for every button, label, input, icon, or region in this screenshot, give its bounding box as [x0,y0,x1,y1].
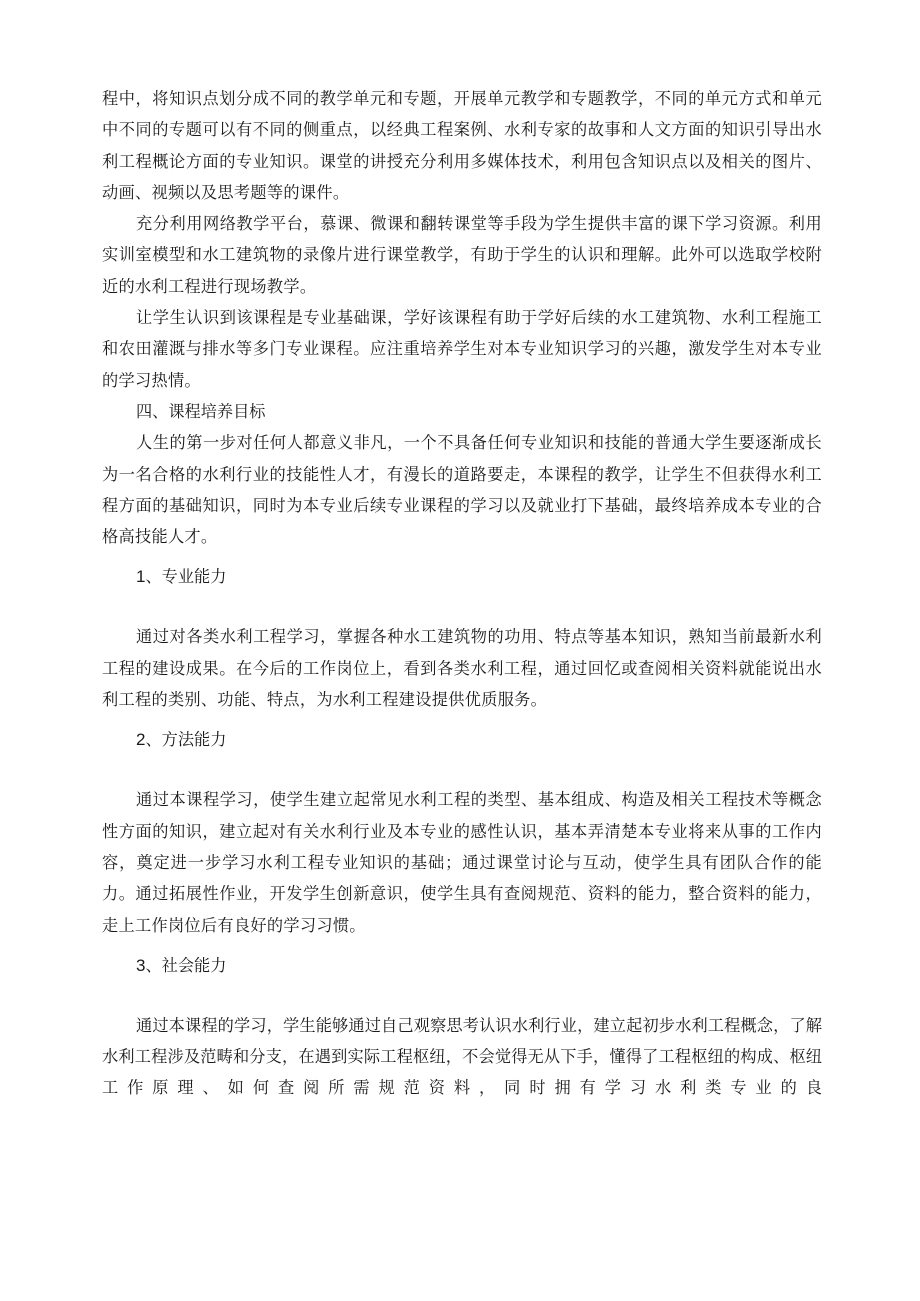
paragraph-method-ability: 通过本课程学习，使学生建立起常见水利工程的类型、基本组成、构造及相关工程技术等概念性方面的知识，建立起对有关水利行业及本专业的感性认识，基本弄清楚本专业将来从事的工作内容，奠定进一步学习水利工程专业知识的基础；通过课堂讨论与互动，使学生具有团队合作的能力。通过拓展性作业，开发学生创新意识，使学生具有查阅规范、资料的能力，整合资料的能力，走上工作岗位后有良好的学习习惯。 [102,790,822,935]
subheading-number: 1 [136,567,146,587]
section-heading-course-objectives: 四、课程培养目标 [136,401,266,421]
paragraph-objectives-intro: 人生的第一步对任何人都意义非凡，一个不具备任何专业知识和技能的普通大学生要逐渐成长为一名合格的水利行业的技能性人才，有漫长的道路要走，本课程的教学，让学生不但获得水利工程方面的基础知识，同时为本专业后续专业课程的学习以及就业打下基础，最终培养成本专业的合格高技能人才。 [102,433,822,547]
paragraph-course-importance: 让学生认识到该课程是专业基础课，学好该课程有助于学好后续的水工建筑物、水利工程施工和农田灌溉与排水等多门专业课程。应注重培养学生对本专业知识学习的兴趣，激发学生对本专业的学习热情。 [102,308,822,390]
subheading-social-ability [102,949,822,1010]
document-page [102,83,822,1104]
subheading-number: 3 [136,955,146,975]
paragraph-online-resources: 充分利用网络教学平台，慕课、微课和翻转课堂等手段为学生提供丰富的课下学习资源。利用实训室模型和水工建筑物的录像片进行课堂教学，有助于学生的认识和理解。此外可以选取学校附近的水利工程进行现场教学。 [102,214,822,296]
subheading-text: 、专业能力 [145,567,227,587]
subheading-text: 、方法能力 [145,730,227,750]
paragraph-teaching-method-cont: 程中，将知识点划分成不同的教学单元和专题，开展单元教学和专题教学，不同的单元方式和单元中不同的专题可以有不同的侧重点，以经典工程案例、水利专家的故事和人文方面的知识引导出水利工程概论方面的专业知识。课堂的讲授充分利用多媒体技术，利用包含知识点以及相关的图片、动画、视频以及思考题等的课件。 [102,89,822,202]
paragraph-professional-ability: 通过对各类水利工程学习，掌握各种水工建筑物的功用、特点等基本知识，熟知当前最新水利工程的建设成果。在今后的工作岗位上，看到各类水利工程，通过回忆或查阅相关资料就能说出水利工程的类别、功能、特点，为水利工程建设提供优质服务。 [102,627,822,710]
subheading-text: 、社会能力 [145,955,227,975]
subheading-professional-ability [102,560,822,621]
subheading-method-ability [102,723,822,784]
paragraph-social-ability: 通过本课程的学习，学生能够通过自己观察思考认识水利行业，建立起初步水利工程概念，了解水利工程涉及范畴和分支，在遇到实际工程枢纽，不会觉得无从下手，懂得了工程枢纽的构成、枢纽工作原理、如何查阅所需规范资料，同时拥有学习水利类专业的良 [102,1015,822,1098]
subheading-number: 2 [136,730,146,750]
